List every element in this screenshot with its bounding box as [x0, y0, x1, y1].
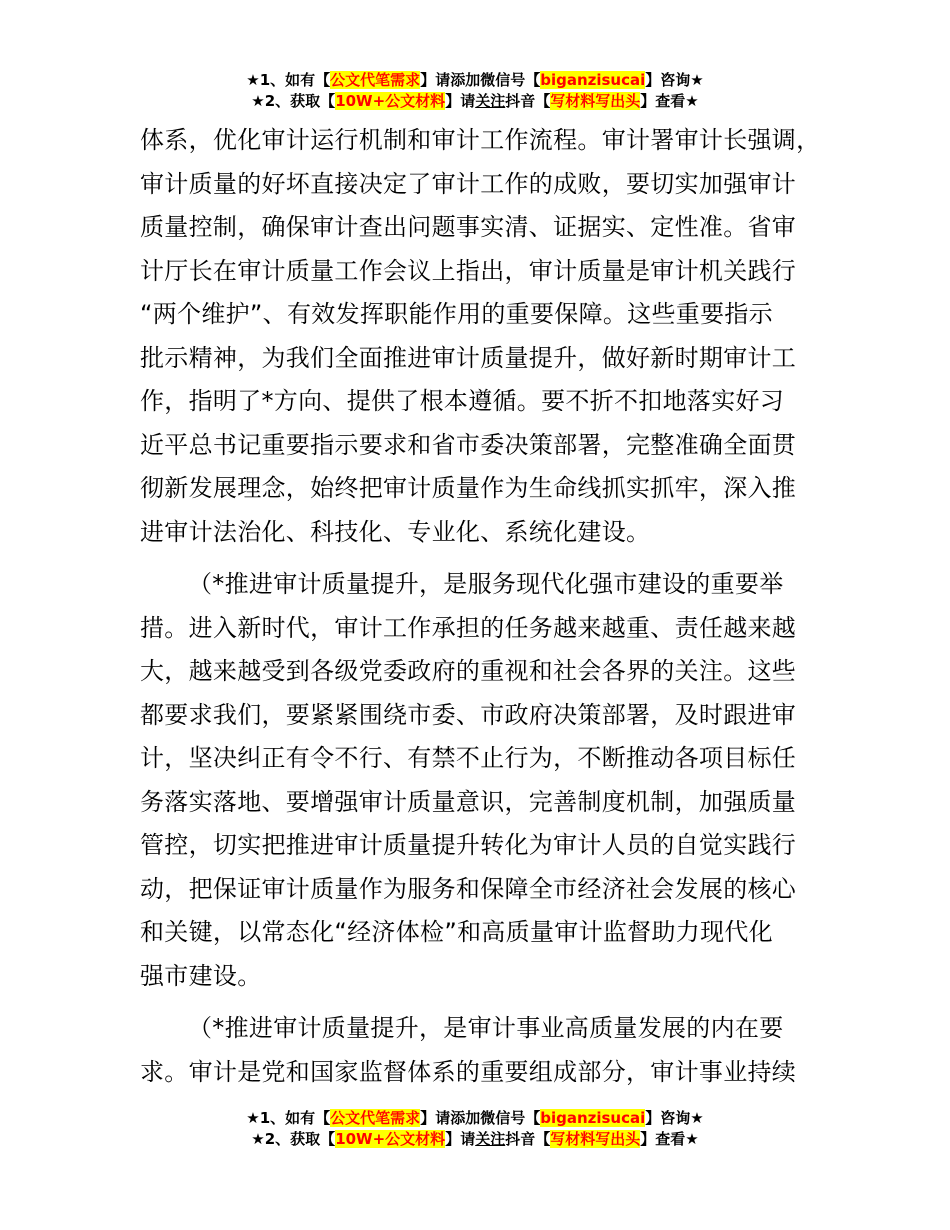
paragraph-1: [140, 119, 830, 554]
underlined-follow: 关注: [475, 1130, 506, 1148]
text-line: 求。审计是党和国家监督体系的重要组成部分，审计事业持续: [140, 1057, 797, 1086]
highlight-materials: 10W+公文材料: [335, 92, 446, 110]
banner-line-1: ★1、如有【公文代笔需求】请添加微信号【biganzisucai】咨询★: [246, 1109, 704, 1127]
highlight-wechat-id: biganzisucai: [540, 1109, 646, 1127]
footer-banner: [0, 1108, 950, 1150]
text-line: 计，坚决纠正有令不行、有禁不止行为，不断推动各项目标任: [140, 744, 797, 772]
text-line: 都要求我们，要紧紧围绕市委、市政府决策部署，及时跟进审: [140, 700, 797, 729]
text-line: 体系，优化审计运行机制和审计工作流程。审计署审计长强调，: [140, 126, 821, 154]
document-body: [140, 119, 830, 1103]
text-line: 进审计法治化、科技化、专业化、系统化建设。: [140, 517, 651, 546]
banner-line-2: ★2、获取【10W+公文材料】请关注抖音【写材料写出头】查看★: [251, 1130, 699, 1148]
paragraph-3: [140, 1007, 830, 1094]
highlight-ghostwriting-service: 公文代笔需求: [330, 71, 421, 89]
text-line: 大，越来越受到各级党委政府的重视和社会各界的关注。这些: [140, 657, 797, 685]
text-line: 彻新发展理念，始终把审计质量作为生命线抓实抓牢，深入推: [140, 474, 797, 502]
highlight-douyin-account: 写材料写出头: [550, 92, 641, 110]
text-line: 质量控制，确保审计查出问题事实清、证据实、定性准。省审: [140, 213, 797, 241]
highlight-ghostwriting-service: 公文代笔需求: [330, 1109, 421, 1127]
text-line: （*推进审计质量提升，是审计事业高质量发展的内在要: [188, 1014, 784, 1042]
text-line: “两个维护”、有效发挥职能作用的重要保障。这些重要指示: [140, 300, 773, 328]
banner-line-1: ★1、如有【公文代笔需求】请添加微信号【biganzisucai】咨询★: [246, 71, 704, 89]
banner-line-2: ★2、获取【10W+公文材料】请关注抖音【写材料写出头】查看★: [251, 92, 699, 110]
text-line: 审计质量的好坏直接决定了审计工作的成败，要切实加强审计: [140, 169, 797, 198]
underlined-follow: 关注: [475, 92, 506, 110]
text-line: 管控，切实把推进审计质量提升转化为审计人员的自觉实践行: [140, 831, 797, 859]
header-banner: [0, 70, 950, 112]
text-line: 强市建设。: [140, 961, 262, 990]
text-line: 动，把保证审计质量作为服务和保障全市经济社会发展的核心: [140, 874, 797, 903]
text-line: 近平总书记重要指示要求和省市委决策部署，完整准确全面贯: [140, 430, 797, 459]
highlight-douyin-account: 写材料写出头: [550, 1130, 641, 1148]
highlight-materials: 10W+公文材料: [335, 1130, 446, 1148]
text-line: 批示精神，为我们全面推进审计质量提升，做好新时期审计工: [140, 343, 797, 372]
text-line: 务落实落地、要增强审计质量意识，完善制度机制，加强质量: [140, 787, 797, 816]
highlight-wechat-id: biganzisucai: [540, 71, 646, 89]
text-line: 计厅长在审计质量工作会议上指出，审计质量是审计机关践行: [140, 256, 797, 285]
text-line: 作，指明了*方向、提供了根本遵循。要不折不扣地落实好习: [140, 387, 785, 415]
text-line: 措。进入新时代，审计工作承担的任务越来越重、责任越来越: [140, 613, 797, 642]
text-line: （*推进审计质量提升，是服务现代化强市建设的重要举: [188, 570, 784, 598]
paragraph-2: [140, 563, 830, 998]
text-line: 和关键，以常态化“经济体检”和高质量审计监督助力现代化: [140, 918, 773, 946]
